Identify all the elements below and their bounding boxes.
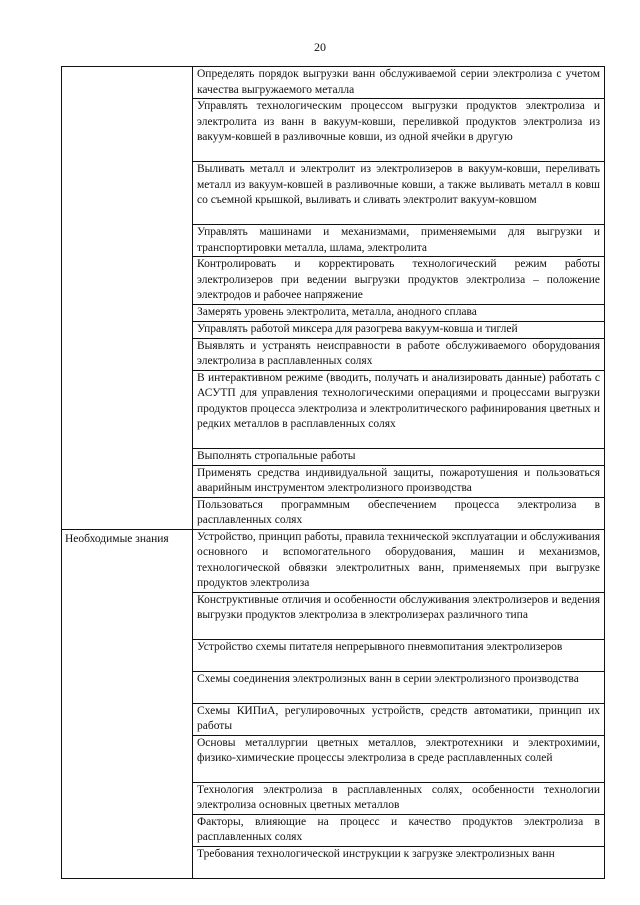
knowledge-item: Конструктивные отличия и особенности обслуживания электролизеров и ведения выгрузки продуктов электролиза в электролизерах различного типа: [193, 592, 605, 639]
knowledge-label: Необходимые знания: [62, 529, 193, 878]
skill-item: Выполнять стропальные работы: [193, 448, 605, 465]
skill-item: Управлять машинами и механизмами, применяемыми для выгрузки и транспортировки металла, шлама, электролита: [193, 225, 605, 257]
knowledge-item: Схемы КИПиА, регулировочных устройств, средств автоматики, принцип их работы: [193, 703, 605, 735]
skill-item: Применять средства индивидуальной защиты, пожаротушения и пользоваться аварийным инструментом электролизного производства: [193, 465, 605, 497]
knowledge-item: Технология электролиза в расплавленных солях, особенности технологии электролиза основных цветных металлов: [193, 782, 605, 814]
table-row: [62, 67, 605, 99]
skill-item: Пользоваться программным обеспечением процесса электролиза в расплавленных солях: [193, 497, 605, 529]
knowledge-item: Схемы соединения электролизных ванн в серии электролизного производства: [193, 671, 605, 703]
skill-item: Замерять уровень электролита, металла, анодного сплава: [193, 304, 605, 321]
skill-item: Контролировать и корректировать технологический режим работы электролизеров при ведении выгрузки продуктов электролиза – положение электродов и рабочее напряжение: [193, 257, 605, 305]
qualification-table: [61, 66, 605, 879]
skill-item: Управлять работой миксера для разогрева вакуум-ковша и тиглей: [193, 321, 605, 338]
skill-item: Выявлять и устранять неисправности в работе обслуживаемого оборудования электролиза в расплавленных солях: [193, 338, 605, 370]
skill-item: В интерактивном режиме (вводить, получать и анализировать данные) работать с АСУТП для управления технологическими операциями и процессами выгрузки продуктов процесса электролиза и электролитического рафинирования цветных и редких металлов в расплавленных солях: [193, 370, 605, 448]
knowledge-item: Основы металлургии цветных металлов, электротехники и электрохимии, физико-химические процессы электролиза в среде расплавленных солей: [193, 735, 605, 782]
knowledge-item: Требования технологической инструкции к загрузке электролизных ванн: [193, 846, 605, 878]
skill-item: Управлять технологическим процессом выгрузки продуктов электролиза и электролита из ванн в вакуум-ковши, переливкой продуктов электролиза из вакуум-ковшей в разливочные ковши, из одной ячейки в другую: [193, 99, 605, 162]
skill-item: Определять порядок выгрузки ванн обслуживаемой серии электролиза с учетом качества выгружаемого металла: [193, 67, 605, 99]
knowledge-item: Факторы, влияющие на процесс и качество продуктов электролиза в расплавленных солях: [193, 814, 605, 846]
knowledge-item: Устройство схемы питателя непрерывного пневмопитания электролизеров: [193, 639, 605, 671]
skills-label-cell: [62, 67, 193, 530]
skill-item: Выливать металл и электролит из электролизеров в вакуум-ковши, переливать металл из вакуум-ковшей в разливочные ковши, а также выливать металл в ковш со съемной крышкой, выливать и сливать электролит вакуум-ковшом: [193, 162, 605, 225]
page-number: 20: [314, 40, 326, 54]
table-row: [62, 529, 605, 592]
knowledge-item: Устройство, принцип работы, правила технической эксплуатации и обслуживания основного и вспомогательного оборудования, машин и механизмов, технологической обвязки электролитных ванн, применяемых при выгрузке продуктов электролиза: [193, 529, 605, 592]
